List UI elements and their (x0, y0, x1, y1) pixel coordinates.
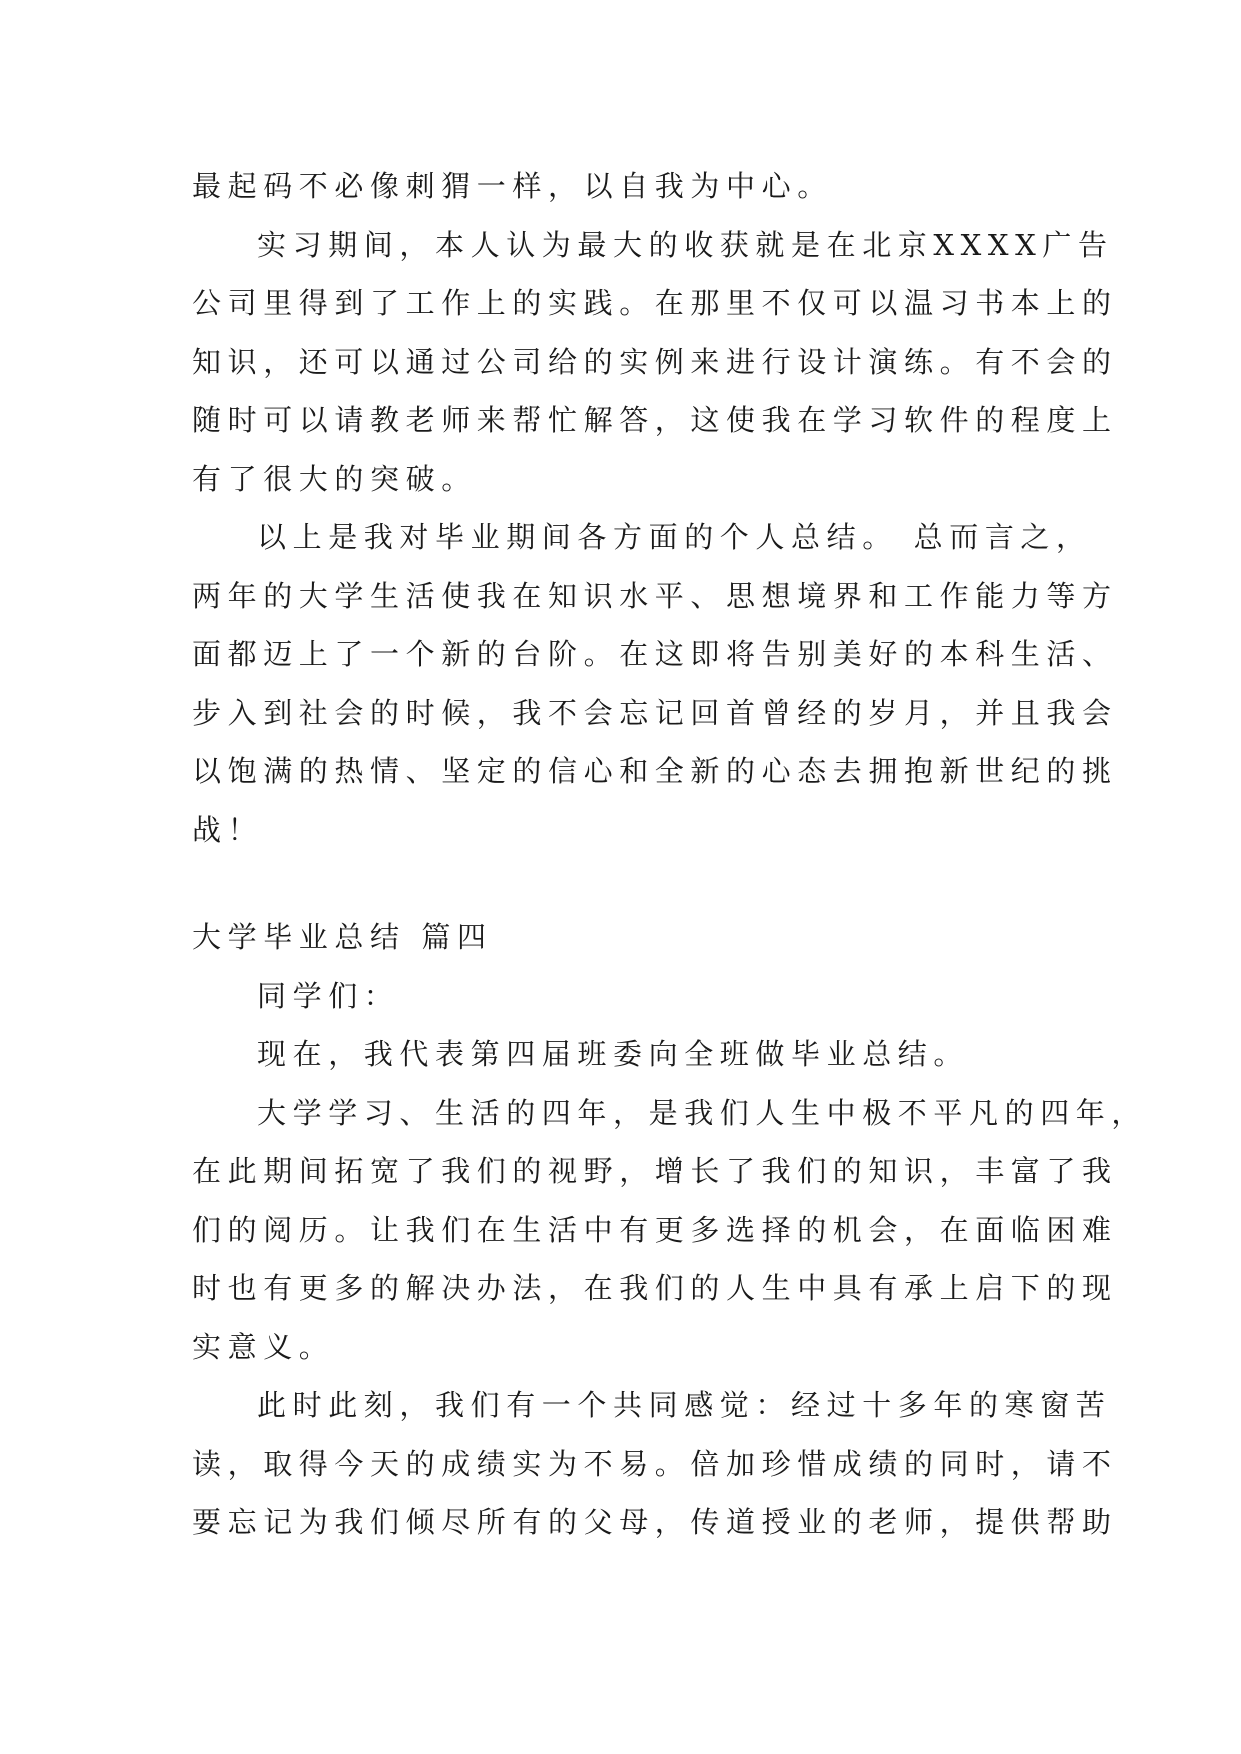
paragraph-line: 此时此刻，我们有一个共同感觉：经过十多年的寒窗苦 (257, 1388, 1112, 1422)
paragraph-line: 两年的大学生活使我在知识水平、思想境界和工作能力等方 (192, 579, 1118, 613)
section-heading: 大学毕业总结 篇四 (192, 920, 493, 954)
paragraph-line: 在此期间拓宽了我们的视野，增长了我们的知识，丰富了我 (192, 1154, 1118, 1188)
paragraph-line: 面都迈上了一个新的台阶。在这即将告别美好的本科生活、 (192, 637, 1118, 671)
paragraph-line: 以上是我对毕业期间各方面的个人总结。 总而言之， (257, 520, 1092, 554)
paragraph-line: 实习期间，本人认为最大的收获就是在北京XXXX广告 (257, 228, 1114, 262)
paragraph-line: 要忘记为我们倾尽所有的父母，传道授业的老师，提供帮助 (192, 1505, 1118, 1539)
paragraph-line: 有了很大的突破。 (192, 462, 477, 496)
paragraph-line: 随时可以请教老师来帮忙解答，这使我在学习软件的程度上 (192, 403, 1118, 437)
paragraph-line: 们的阅历。让我们在生活中有更多选择的机会，在面临困难 (192, 1213, 1118, 1247)
paragraph-line: 最起码不必像刺猬一样，以自我为中心。 (192, 169, 833, 203)
paragraph-line: 知识，还可以通过公司给的实例来进行设计演练。有不会的 (192, 345, 1118, 379)
paragraph-line: 公司里得到了工作上的实践。在那里不仅可以温习书本上的 (192, 286, 1118, 320)
paragraph-line: 战！ (192, 813, 264, 847)
paragraph-line: 步入到社会的时候，我不会忘记回首曾经的岁月，并且我会 (192, 696, 1118, 730)
paragraph-line: 时也有更多的解决办法，在我们的人生中具有承上启下的现 (192, 1271, 1118, 1305)
paragraph-line: 以饱满的热情、坚定的信心和全新的心态去拥抱新世纪的挑 (192, 754, 1118, 788)
paragraph-line: 大学学习、生活的四年，是我们人生中极不平凡的四年， (257, 1096, 1148, 1130)
salutation: 同学们： (257, 979, 400, 1013)
paragraph-line: 现在，我代表第四届班委向全班做毕业总结。 (257, 1037, 970, 1071)
paragraph-line: 实意义。 (192, 1330, 335, 1364)
paragraph-line: 读，取得今天的成绩实为不易。倍加珍惜成绩的同时，请不 (192, 1447, 1118, 1481)
